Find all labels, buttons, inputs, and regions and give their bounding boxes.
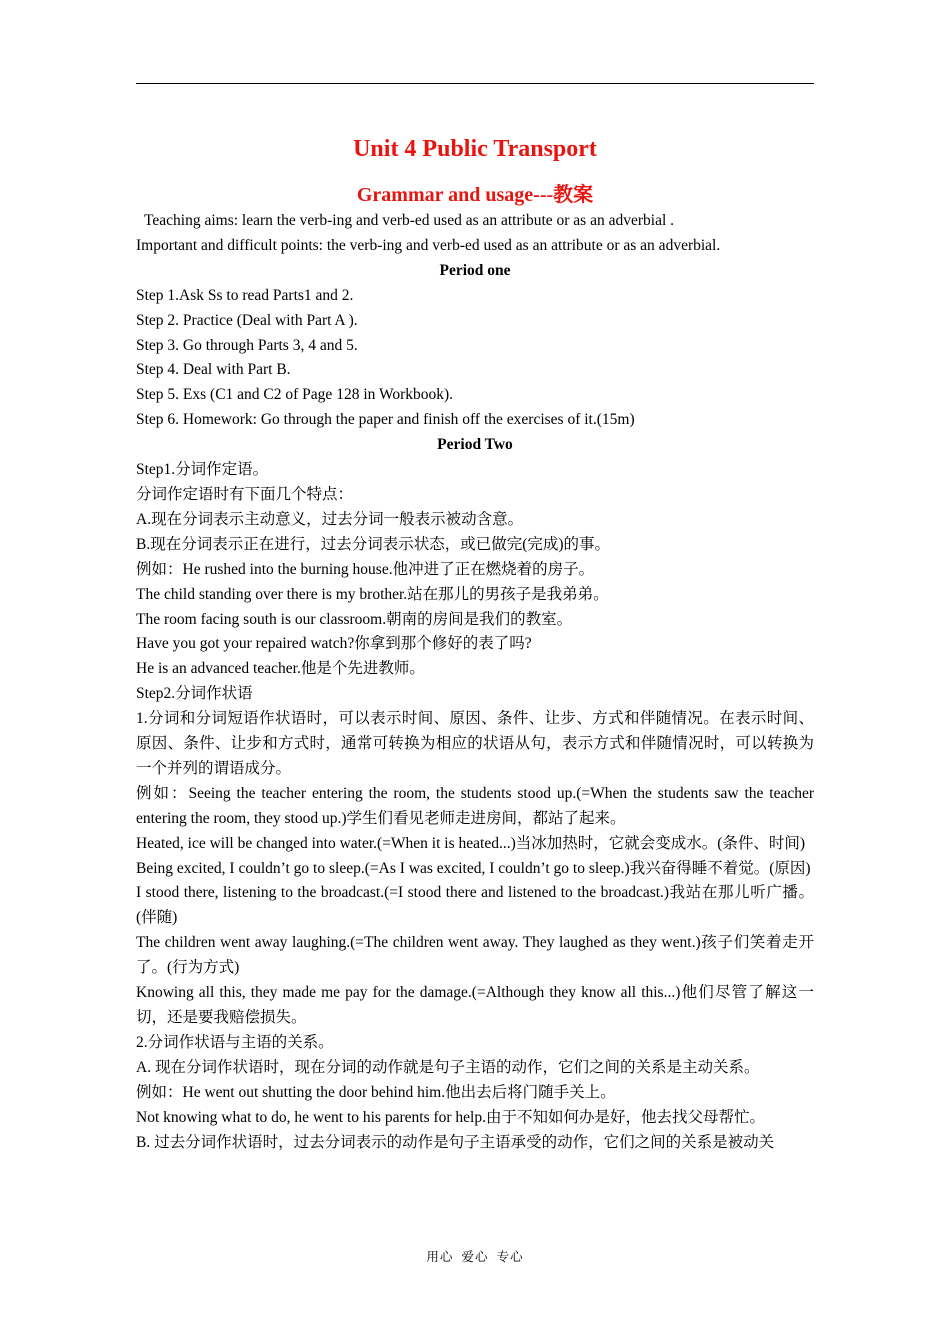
period-two-paragraph: I stood there, listening to the broadcast.(=I stood there and listened to the broadcast.)我站在那儿听广播。(伴随): [136, 884, 814, 927]
period-two-paragraph: 2.分词作状语与主语的关系。: [136, 1033, 334, 1051]
period-two-line: The room facing south is our classroom.朝南的房间是我们的教室。: [136, 610, 573, 628]
period-two-line: A.现在分词表示主动意义，过去分词一般表示被动含意。: [136, 510, 524, 528]
period-two-line: Step1.分词作定语。: [136, 461, 269, 479]
period-two-line: He is an advanced teacher.他是个先进教师。: [136, 660, 425, 678]
period-two-line: Have you got your repaired watch?你拿到那个修好的表了吗?: [136, 635, 532, 653]
period-two-paragraph: The children went away laughing.(=The children went away. They laughed as they went.)孩子们笑着走开了。(行为方式): [136, 934, 814, 977]
period-two-paragraph: A. 现在分词作状语时，现在分词的动作就是句子主语的动作，它们之间的关系是主动关系。: [136, 1058, 760, 1076]
header-rule: [136, 83, 814, 84]
document-body: [136, 130, 814, 1155]
teaching-aims: Teaching aims: learn the verb-ing and verb-ed used as an attribute or as an adverbial .: [144, 212, 675, 229]
period-two-line: 分词作定语时有下面几个特点：: [136, 485, 354, 503]
period-two-line: 例如：He rushed into the burning house.他冲进了正在燃烧着的房子。: [136, 560, 595, 578]
document-title: Unit 4 Public Transport: [353, 136, 597, 162]
period-two-paragraph: Knowing all this, they made me pay for the damage.(=Although they know all this...)他们尽管了解这一切，还是要我赔偿损失。: [136, 984, 814, 1026]
period-two-paragraph: 1.分词和分词短语作状语时，可以表示时间、原因、条件、让步、方式和伴随情况。在表示时间、原因、条件、让步和方式时，通常可转换为相应的状语从句，表示方式和伴随情况时，可以转换为一个并列的谓语成分。: [136, 710, 814, 777]
period-one-step: Step 5. Exs (C1 and C2 of Page 128 in Workbook).: [136, 386, 454, 404]
period-two-line: B.现在分词表示正在进行，过去分词表示状态，或已做完(完成)的事。: [136, 535, 611, 553]
period-two-paragraph: B. 过去分词作状语时，过去分词表示的动作是句子主语承受的动作，它们之间的关系是被动关: [136, 1133, 775, 1151]
period-two-heading: Period Two: [437, 436, 513, 454]
period-two-line: Step2.分词作状语: [136, 685, 253, 703]
period-one-step: Step 4. Deal with Part B.: [136, 361, 291, 379]
period-one-step: Step 1.Ask Ss to read Parts1 and 2.: [136, 286, 354, 304]
period-two-paragraph: Being excited, I couldn’t go to sleep.(=As I was excited, I couldn’t go to sleep.)我兴奋得睡不着觉。(原因): [136, 859, 811, 877]
period-two-paragraph: 例如：Seeing the teacher entering the room, the students stood up.(=When the students saw the teacher entering the room, they stood up.)学生们看见老师走进房间，都站了起来。: [136, 784, 814, 827]
page-footer: 用心 爱心 专心: [426, 1250, 524, 1264]
period-one-step: Step 6. Homework: Go through the paper and finish off the exercises of it.(15m): [136, 411, 635, 429]
period-two-line: The child standing over there is my brother.站在那儿的男孩子是我弟弟。: [136, 585, 609, 603]
period-two-paragraph: 例如：He went out shutting the door behind him.他出去后将门随手关上。: [136, 1083, 616, 1101]
period-one-step: Step 3. Go through Parts 3, 4 and 5.: [136, 336, 358, 354]
period-one-heading: Period one: [439, 261, 511, 279]
period-two-paragraph: Not knowing what to do, he went to his parents for help.由于不知如何办是好，他去找父母帮忙。: [136, 1108, 765, 1126]
period-one-step: Step 2. Practice (Deal with Part A ).: [136, 311, 358, 329]
important-points: Important and difficult points: the verb-ing and verb-ed used as an attribute or as an adverbial.: [136, 236, 721, 254]
period-two-paragraph: Heated, ice will be changed into water.(=When it is heated...)当冰加热时，它就会变成水。(条件、时间): [136, 834, 806, 852]
document-subtitle: Grammar and usage---教案: [356, 184, 594, 206]
